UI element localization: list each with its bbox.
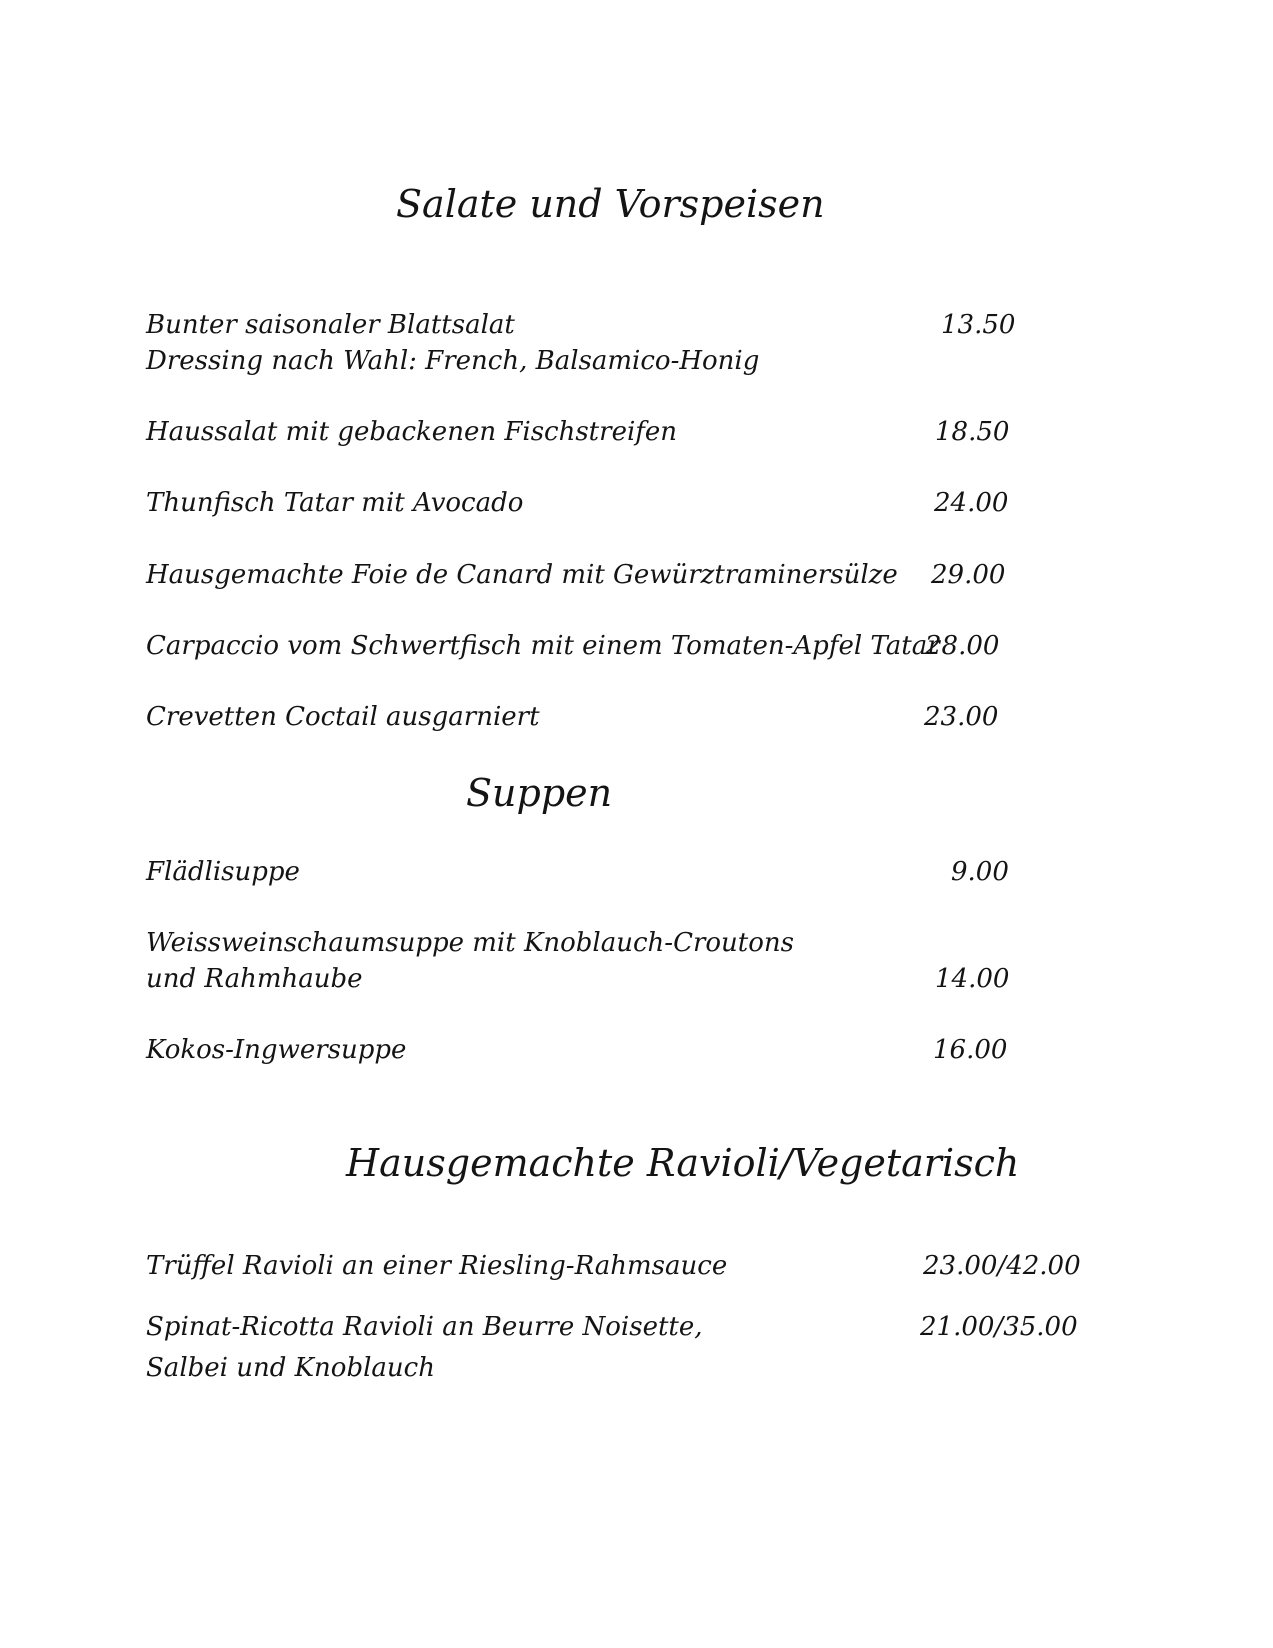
menu-item-price: 29.00	[931, 560, 1006, 590]
menu-item-description: und Rahmhaube	[146, 964, 363, 994]
menu-item-name: Spinat-Ricotta Ravioli an Beurre Noisette,	[146, 1312, 703, 1342]
section-title-salate: Salate und Vorspeisen	[396, 182, 825, 226]
menu-item-price: 9.00	[951, 857, 1009, 887]
menu-item-name: Kokos-Ingwersuppe	[146, 1035, 407, 1065]
menu-item-name: Trüffel Ravioli an einer Riesling-Rahmsauce	[146, 1251, 728, 1281]
menu-item-name: Weissweinschaumsuppe mit Knoblauch-Croutons	[146, 928, 794, 958]
menu-item-price: 21.00/35.00	[920, 1312, 1078, 1342]
menu-item-name: Haussalat mit gebackenen Fischstreifen	[146, 417, 678, 447]
menu-item-price: 23.00	[924, 702, 999, 732]
menu-item-price: 16.00	[933, 1035, 1008, 1065]
section-title-suppen: Suppen	[466, 771, 613, 815]
menu-item-price: 14.00	[935, 964, 1010, 994]
menu-item-price: 24.00	[934, 488, 1009, 518]
menu-item-price: 28.00	[925, 631, 1000, 661]
menu-item-name: Bunter saisonaler Blattsalat	[146, 310, 515, 340]
menu-item-description: Dressing nach Wahl: French, Balsamico-Honig	[146, 346, 760, 376]
menu-item-name: Thunfisch Tatar mit Avocado	[146, 488, 524, 518]
menu-item-price: 13.50	[941, 310, 1016, 340]
menu-item-name: Crevetten Coctail ausgarniert	[146, 702, 540, 732]
menu-item-name: Hausgemachte Foie de Canard mit Gewürztraminersülze	[146, 560, 898, 590]
menu-item-price: 18.50	[935, 417, 1010, 447]
menu-item-price: 23.00/42.00	[923, 1251, 1081, 1281]
section-title-ravioli: Hausgemachte Ravioli/Vegetarisch	[346, 1141, 1020, 1185]
menu-item-description: Salbei und Knoblauch	[146, 1353, 435, 1383]
menu-item-name: Flädlisuppe	[146, 857, 300, 887]
menu-item-name: Carpaccio vom Schwertfisch mit einem Tomaten-Apfel Tatar	[146, 631, 940, 661]
